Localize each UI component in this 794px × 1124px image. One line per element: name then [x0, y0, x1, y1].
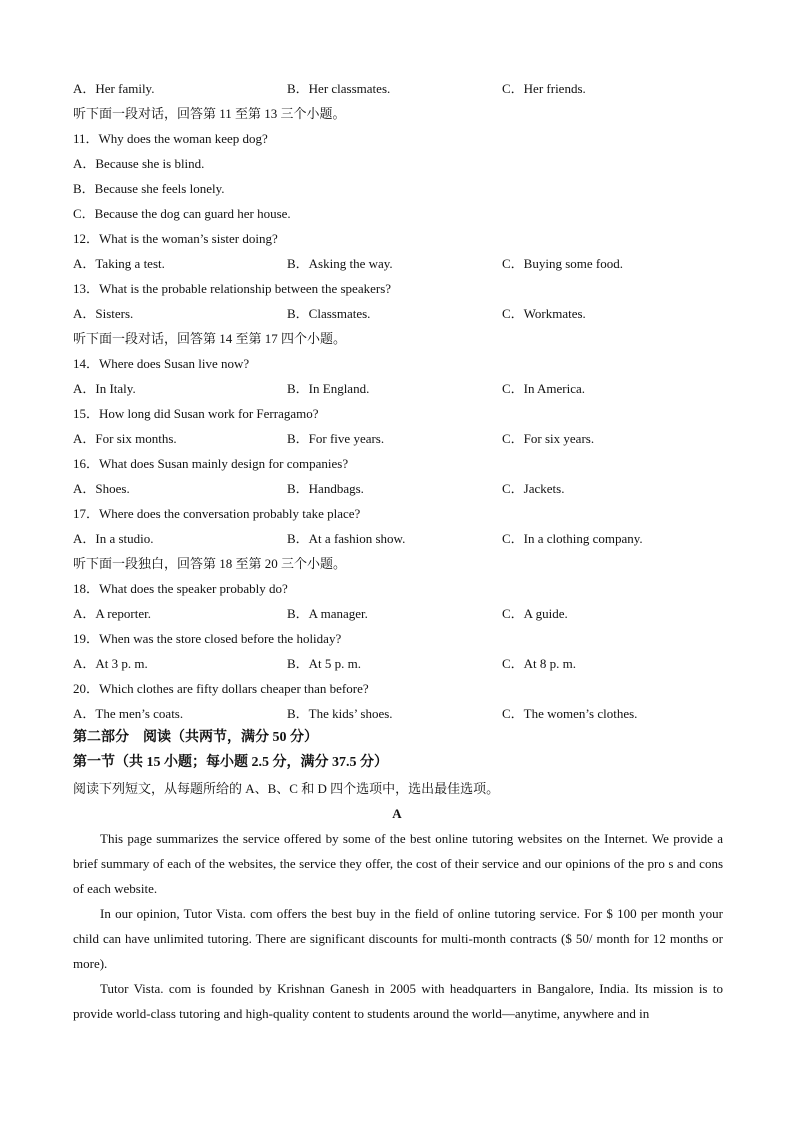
q12-option-a: A．Taking a test. [73, 256, 165, 271]
q10-option-b: B．Her classmates. [287, 81, 391, 96]
q20-option-a: A．The men’s coats. [73, 706, 184, 721]
section1-heading: 第一节（共 15 小题；每小题 2.5 分，满分 37.5 分） [73, 755, 388, 770]
q12-option-b: B．Asking the way. [287, 256, 393, 271]
q17-option-a: A．In a studio. [73, 531, 154, 546]
q19-option-a: A．At 3 p. m. [73, 656, 148, 671]
monologue-instruction-18-20: 听下面一段独白，回答第 18 至第 20 三个小题。 [73, 556, 347, 571]
q17-question: 17．Where does the conversation probably take place? [73, 506, 361, 521]
q12-question: 12．What is the woman’s sister doing? [73, 231, 278, 246]
q15-option-c: C．For six years. [502, 431, 595, 446]
q13-option-a: A．Sisters. [73, 306, 134, 321]
q15-question: 15．How long did Susan work for Ferragamo? [73, 406, 319, 421]
q13-option-b: B．Classmates. [287, 306, 371, 321]
q13-option-c: C．Workmates. [502, 306, 586, 321]
part2-heading: 第二部分 阅读（共两节，满分 50 分） [73, 730, 318, 745]
q20-option-b: B．The kids’ shoes. [287, 706, 393, 721]
passage-paragraph-3: Tutor Vista. com is founded by Krishnan Ganesh in 2005 with headquarters in Bangalore, India. Its mission is to provide world-class tutoring and high-quality content to students around the world—anytime, anywhere and in [73, 981, 723, 1021]
q15-option-a: A．For six months. [73, 431, 177, 446]
q13-question: 13．What is the probable relationship between the speakers? [73, 281, 392, 296]
q19-question: 19．When was the store closed before the holiday? [73, 631, 342, 646]
q14-option-c: C．In America. [502, 381, 586, 396]
q12-option-c: C．Buying some food. [502, 256, 623, 271]
q18-option-b: B．A manager. [287, 606, 368, 621]
q10-option-c: C．Her friends. [502, 81, 586, 96]
q11-question: 11．Why does the woman keep dog? [73, 131, 268, 146]
q11-option-b: B．Because she feels lonely. [73, 181, 225, 196]
passage-paragraph-2: In our opinion, Tutor Vista. com offers the best buy in the field of online tutoring service. For $ 100 per month your child can have unlimited tutoring. There are significant discounts for multi-month contracts ($ 50/ month for 12 months or more). [73, 906, 723, 971]
passage-paragraph-1: This page summarizes the service offered by some of the best online tutoring websites on the Internet. We provide a brief summary of each of the websites, the service they offer, the cost of their service and our opinions of the pro s and cons of each website. [73, 831, 723, 896]
q15-option-b: B．For five years. [287, 431, 385, 446]
q14-option-b: B．In England. [287, 381, 370, 396]
q20-option-c: C．The women’s clothes. [502, 706, 638, 721]
dialog-instruction-14-17: 听下面一段对话，回答第 14 至第 17 四个小题。 [73, 331, 347, 346]
q18-question: 18．What does the speaker probably do? [73, 581, 288, 596]
q10-option-a: A．Her family. [73, 81, 155, 96]
q18-option-a: A．A reporter. [73, 606, 151, 621]
q17-option-c: C．In a clothing company. [502, 531, 643, 546]
q18-option-c: C．A guide. [502, 606, 568, 621]
q20-question: 20．Which clothes are fifty dollars cheaper than before? [73, 681, 369, 696]
q16-option-c: C．Jackets. [502, 481, 565, 496]
dialog-instruction-11-13: 听下面一段对话，回答第 11 至第 13 三个小题。 [73, 106, 346, 121]
passage-label: A [392, 806, 402, 821]
q14-question: 14．Where does Susan live now? [73, 356, 250, 371]
q16-option-a: A．Shoes. [73, 481, 130, 496]
q17-option-b: B．At a fashion show. [287, 531, 406, 546]
q16-question: 16．What does Susan mainly design for companies? [73, 456, 349, 471]
reading-instructions: 阅读下列短文，从每题所给的 A、B、C 和 D 四个选项中，选出最佳选项。 [73, 781, 500, 796]
q19-option-b: B．At 5 p. m. [287, 656, 362, 671]
q16-option-b: B．Handbags. [287, 481, 364, 496]
q14-option-a: A．In Italy. [73, 381, 136, 396]
q19-option-c: C．At 8 p. m. [502, 656, 577, 671]
q11-option-a: A．Because she is blind. [73, 156, 205, 171]
q11-option-c: C．Because the dog can guard her house. [73, 206, 291, 221]
